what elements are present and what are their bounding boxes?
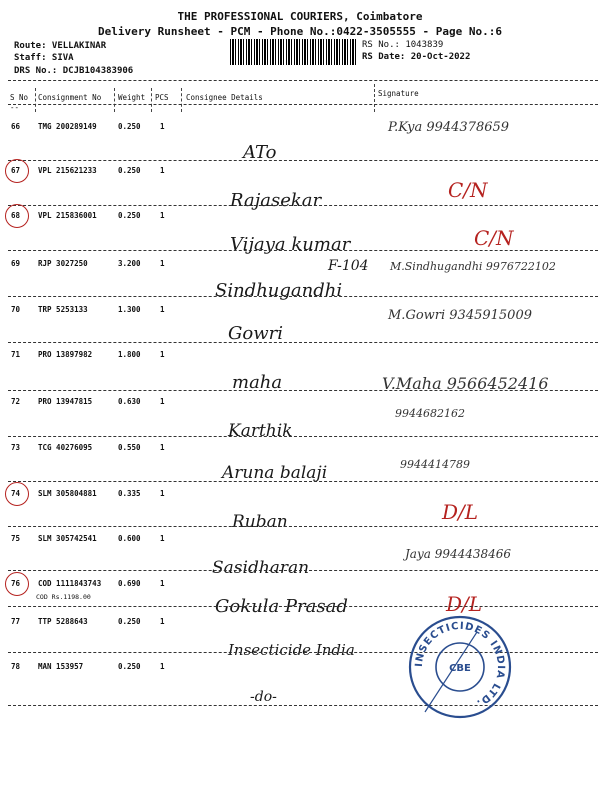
company-stamp <box>405 612 515 722</box>
rs-date: RS Date: 20-Oct-2022 <box>362 52 471 62</box>
col-divider <box>181 88 182 112</box>
staff-label: Staff: SIVA <box>14 53 74 63</box>
stamp-text: INSECTICIDES INDIA LTD. <box>413 620 507 709</box>
col-consignee: Consignee Details <box>186 93 263 102</box>
signature-text: V.Maha 9566452416 <box>382 374 549 393</box>
row-divider <box>8 205 598 206</box>
row-cod-amount: COD Rs.1198.00 <box>36 593 91 601</box>
circled-marker <box>5 159 29 183</box>
consignee-name: Aruna balaji <box>222 463 328 483</box>
row-sno: 74 <box>11 489 21 498</box>
document-title: THE PROFESSIONAL COURIERS, Coimbatore <box>177 10 423 23</box>
drs-number: DRS No.: DCJB104383906 <box>14 66 134 76</box>
signature-text: Jaya 9944438466 <box>405 547 512 561</box>
row-sno: 76 <box>11 579 21 588</box>
row-consignment: PRO 13947815 <box>38 397 93 406</box>
col-consignment: Consignment No <box>38 93 102 102</box>
row-sno: 69 <box>11 259 21 268</box>
row-divider <box>8 526 598 527</box>
circled-marker <box>5 572 29 596</box>
row-pcs: 1 <box>160 534 165 543</box>
row-weight: 1.800 <box>118 350 141 359</box>
col-sno: S No <box>10 93 29 102</box>
col-divider <box>151 88 152 112</box>
row-sno: 66 <box>11 122 21 131</box>
delivery-status-mark: D/L <box>442 500 479 524</box>
row-pcs: 1 <box>160 122 165 131</box>
row-consignment: TMG 200289149 <box>38 122 97 131</box>
row-weight: 0.335 <box>118 489 141 498</box>
consignee-name: Vijaya kumar <box>230 234 351 255</box>
circled-marker <box>5 482 29 506</box>
row-weight: 0.600 <box>118 534 141 543</box>
row-divider <box>8 606 598 607</box>
consignee-extra: F-104 <box>328 258 369 274</box>
row-pcs: 1 <box>160 211 165 220</box>
row-pcs: 1 <box>160 259 165 268</box>
row-sno: 75 <box>11 534 21 543</box>
row-pcs: 1 <box>160 662 165 671</box>
consignee-name: Ruban <box>232 512 288 532</box>
signature-text: 9944682162 <box>395 407 465 420</box>
consignee-name: Gowri <box>228 323 283 344</box>
row-divider <box>8 250 598 251</box>
row-weight: 3.200 <box>118 259 141 268</box>
consignee-name: Sindhugandhi <box>215 280 343 301</box>
row-pcs: 1 <box>160 350 165 359</box>
consignee-name: Karthik <box>228 421 293 441</box>
row-pcs: 1 <box>160 397 165 406</box>
table-header-bottom <box>8 104 598 105</box>
barcode-image <box>230 39 356 65</box>
row-pcs: 1 <box>160 443 165 452</box>
row-sno: 77 <box>11 617 21 626</box>
route-label: Route: VELLAKINAR <box>14 41 107 51</box>
consignee-name: -do- <box>250 689 277 705</box>
col-weight: Weight <box>118 93 146 102</box>
row-consignment: RJP 3027250 <box>38 259 88 268</box>
row-weight: 0.250 <box>118 662 141 671</box>
row-weight: 0.250 <box>118 617 141 626</box>
consignee-name: Rajasekar <box>230 190 322 211</box>
col-divider <box>374 84 375 112</box>
row-consignment: VPL 215621233 <box>38 166 97 175</box>
row-divider <box>8 342 598 343</box>
stamp-center: CBE <box>449 663 471 674</box>
signature-text: 9944414789 <box>400 458 470 471</box>
row-divider <box>8 570 598 571</box>
row-pcs: 1 <box>160 617 165 626</box>
row-divider <box>8 390 598 391</box>
consignee-name: Insecticide India <box>228 641 355 659</box>
delivery-status-mark: D/L <box>446 592 483 616</box>
row-pcs: 1 <box>160 579 165 588</box>
col-pcs: PCS <box>155 93 169 102</box>
delivery-status-mark: C/N <box>448 178 488 202</box>
row-consignment: COD 1111843743 <box>38 579 102 588</box>
row-consignment: VPL 215836001 <box>38 211 97 220</box>
row-divider <box>8 436 598 437</box>
row-consignment: PRO 13897982 <box>38 350 93 359</box>
row-sno: 67 <box>11 166 21 175</box>
row-sno: 73 <box>11 443 21 452</box>
row-consignment: TTP 5288643 <box>38 617 88 626</box>
row-sno: 70 <box>11 305 21 314</box>
consignee-name: Gokula Prasad <box>215 596 348 617</box>
row-weight: 0.550 <box>118 443 141 452</box>
signature-text: M.Gowri 9345915009 <box>388 308 532 323</box>
row-sno: 78 <box>11 662 21 671</box>
row-consignment: TCG 40276095 <box>38 443 93 452</box>
row-consignment: SLM 305742541 <box>38 534 97 543</box>
row-sno: 68 <box>11 211 21 220</box>
row-weight: 0.630 <box>118 397 141 406</box>
row-weight: 0.690 <box>118 579 141 588</box>
row-divider <box>8 296 598 297</box>
col-divider <box>114 88 115 112</box>
row-pcs: 1 <box>160 166 165 175</box>
rs-number: RS No.: 1043839 <box>362 40 444 50</box>
circled-marker <box>5 204 29 228</box>
row-weight: 0.250 <box>118 122 141 131</box>
consignee-name: ATo <box>243 142 277 163</box>
consignee-name: Sasidharan <box>212 558 310 578</box>
document-subtitle: Delivery Runsheet - PCM - Phone No.:0422-3505555 - Page No.:6 <box>98 25 502 38</box>
consignee-name: maha <box>232 372 283 393</box>
signature-text: M.Sindhugandhi 9976722102 <box>390 260 556 273</box>
row-consignment: SLM 305804881 <box>38 489 97 498</box>
row-weight: 0.250 <box>118 211 141 220</box>
col-divider <box>35 88 36 112</box>
row-divider <box>8 481 598 482</box>
row-pcs: 1 <box>160 305 165 314</box>
row-consignment: MAN 153957 <box>38 662 84 671</box>
delivery-status-mark: C/N <box>474 226 514 250</box>
row-divider <box>8 160 598 161</box>
row-weight: 0.250 <box>118 166 141 175</box>
row-sno: 71 <box>11 350 21 359</box>
row-pcs: 1 <box>160 489 165 498</box>
header-divider <box>8 80 598 81</box>
col-signature: Signature <box>378 89 419 98</box>
row-consignment: TRP 5253133 <box>38 305 88 314</box>
col-sno-cont: -- <box>10 103 20 112</box>
row-weight: 1.300 <box>118 305 141 314</box>
signature-text: P.Kya 9944378659 <box>388 120 510 135</box>
row-sno: 72 <box>11 397 21 406</box>
